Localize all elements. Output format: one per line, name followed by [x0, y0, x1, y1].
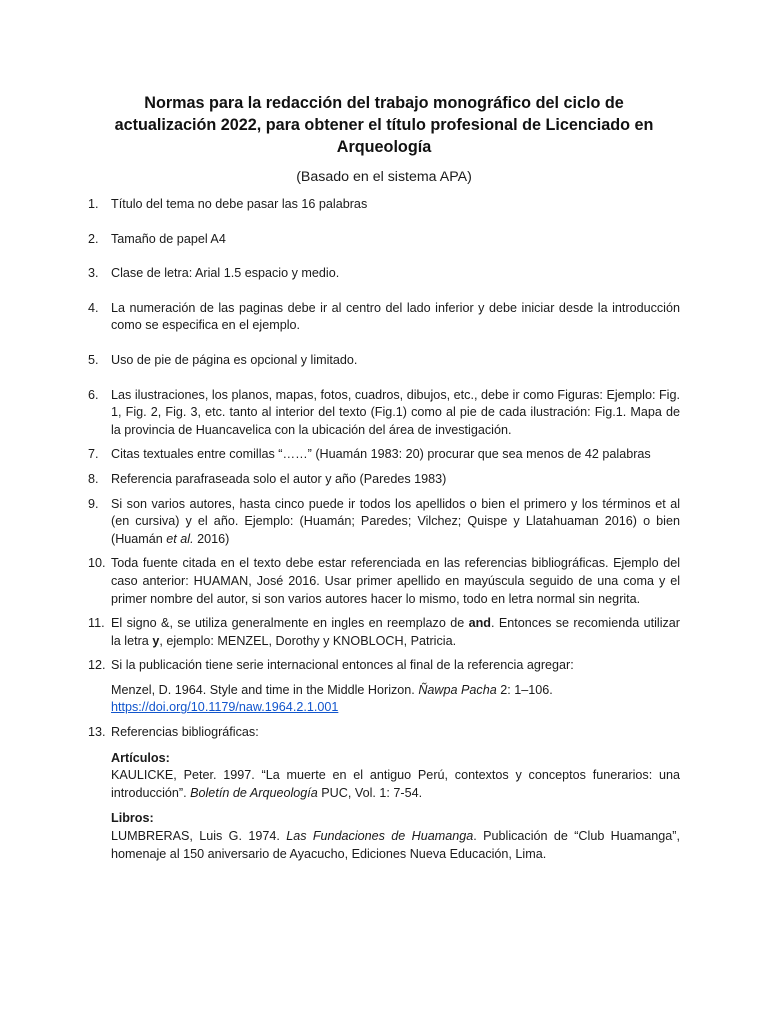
item-number: 4. — [88, 300, 99, 315]
item-number: 11. — [88, 616, 105, 631]
item-number: 12. — [88, 658, 106, 673]
reference-part: PUC, Vol. 1: 7-54. — [317, 785, 423, 800]
reference-part: KAULICKE, Peter. 1997. “La muerte en el antiguo Perú, contextos y conceptos funerarios: una introducción”. — [111, 768, 680, 800]
item-number: 9. — [88, 496, 99, 511]
item-text-part: 2016) — [193, 531, 230, 546]
item-text-italic: et al. — [166, 531, 194, 546]
item-text-bold: y — [152, 633, 160, 648]
reference-journal: Ñawpa Pacha — [418, 682, 497, 697]
list-item — [88, 300, 680, 335]
item-text: La numeración de las paginas debe ir al centro del lado inferior y debe iniciar desde la introducción como se especifica en el ejemplo. — [111, 300, 680, 333]
item-text-part: Si son varios autores, hasta cinco puede ir todos los apellidos o bien el primero y los términos et al (en cursiva) y el año. Ejemplo: (Huamán; Paredes; Vilchez; Quispe y Llatahuaman 2016) o bien (Huamán — [111, 496, 680, 546]
item-number: 1. — [88, 197, 99, 211]
item-text: Toda fuente citada en el texto debe estar referenciada en las referencias bibliográficas. Ejemplo del caso anterior: HUAMAN, José 2016. Usar primer apellido en mayúscula seguido de una coma y el primer nombre del autor, si son varios autores hacer lo mismo, todo en letra normal sin negrita. — [111, 556, 680, 606]
item-number: 2. — [88, 231, 99, 246]
rules-list — [88, 196, 680, 863]
item-text: Clase de letra: Arial 1.5 espacio y medio. — [111, 266, 340, 281]
item-number: 5. — [88, 352, 99, 367]
item-text-bold: and — [468, 616, 491, 631]
articles-heading: Artículos: — [111, 750, 170, 765]
reference-journal: Boletín de Arqueología — [190, 785, 318, 800]
item-number: 8. — [88, 471, 99, 486]
books-heading: Libros: — [111, 811, 154, 826]
list-item — [88, 352, 680, 370]
list-item — [88, 265, 680, 283]
item-text — [111, 616, 680, 648]
title-line-1: Normas para la redacción del trabajo monográfico del ciclo de — [144, 94, 624, 112]
item-text: Las ilustraciones, los planos, mapas, fotos, cuadros, dibujos, etc., debe ir como Figuras: Ejemplo: Fig. 1, Fig. 2, Fig. 3, etc. tanto al interior del texto (Fig.1) como al pie de cada ilustración: Fig.1. Mapa de la provincia de Huancavelica con la ubicación del área de investigación. — [111, 387, 680, 437]
item-text: Uso de pie de página es opcional y limitado. — [111, 352, 358, 367]
book-title: Las Fundaciones de Huamanga — [286, 829, 474, 844]
reference-part: LUMBRERAS, Luis G. 1974. — [111, 829, 287, 844]
list-item — [88, 555, 680, 608]
articles-section — [111, 750, 680, 803]
item-text: Si la publicación tiene serie internacional entonces al final de la referencia agregar: — [111, 658, 574, 673]
item-number: 13. — [88, 725, 106, 740]
item-text: Referencia parafraseada solo el autor y año (Paredes 1983) — [111, 471, 447, 486]
document-title — [88, 92, 680, 158]
article-reference — [111, 768, 680, 800]
document-subtitle: (Basado en el sistema APA) — [296, 169, 472, 185]
title-line-3: Arqueología — [336, 138, 432, 156]
book-reference — [111, 829, 680, 861]
item-text: Citas textuales entre comillas “……” (Huamán 1983: 20) procurar que sea menos de 42 palabras — [111, 447, 651, 462]
list-item — [88, 196, 680, 214]
books-section — [111, 810, 680, 863]
list-item — [88, 657, 680, 717]
list-item — [88, 231, 680, 249]
item-text-part: El signo &, se utiliza generalmente en ingles en reemplazo de — [111, 616, 469, 631]
list-item — [88, 724, 680, 863]
reference-part: . Publicación de “Club Huamanga”, homenaje al 150 aniversario de Ayacucho, Ediciones Nueva Educación, Lima. — [111, 829, 680, 861]
title-line-2: actualización 2022, para obtener el título profesional de Licenciado en — [114, 116, 654, 134]
reference-part: Menzel, D. 1964. Style and time in the Middle Horizon. — [111, 682, 419, 697]
list-item — [88, 471, 680, 489]
list-item — [88, 496, 680, 549]
item-text: Título del tema no debe pasar las 16 palabras — [111, 197, 368, 211]
doi-link[interactable]: https://doi.org/10.1179/naw.1964.2.1.001 — [111, 700, 339, 715]
list-item — [88, 446, 680, 464]
reference-part: 2: 1–106. — [496, 682, 553, 697]
reference-example — [111, 682, 680, 717]
item-number: 6. — [88, 387, 99, 402]
item-text: Tamaño de papel A4 — [111, 231, 226, 246]
item-number: 3. — [88, 266, 99, 281]
item-text-part: , ejemplo: MENZEL, Dorothy y KNOBLOCH, Patricia. — [159, 633, 457, 648]
item-number: 7. — [88, 447, 99, 462]
list-item — [88, 615, 680, 650]
item-text: Referencias bibliográficas: — [111, 725, 259, 740]
item-text — [111, 497, 680, 546]
item-text-part: . Entonces se recomienda utilizar la letra — [111, 616, 680, 648]
list-item — [88, 387, 680, 440]
item-number: 10. — [88, 556, 106, 571]
